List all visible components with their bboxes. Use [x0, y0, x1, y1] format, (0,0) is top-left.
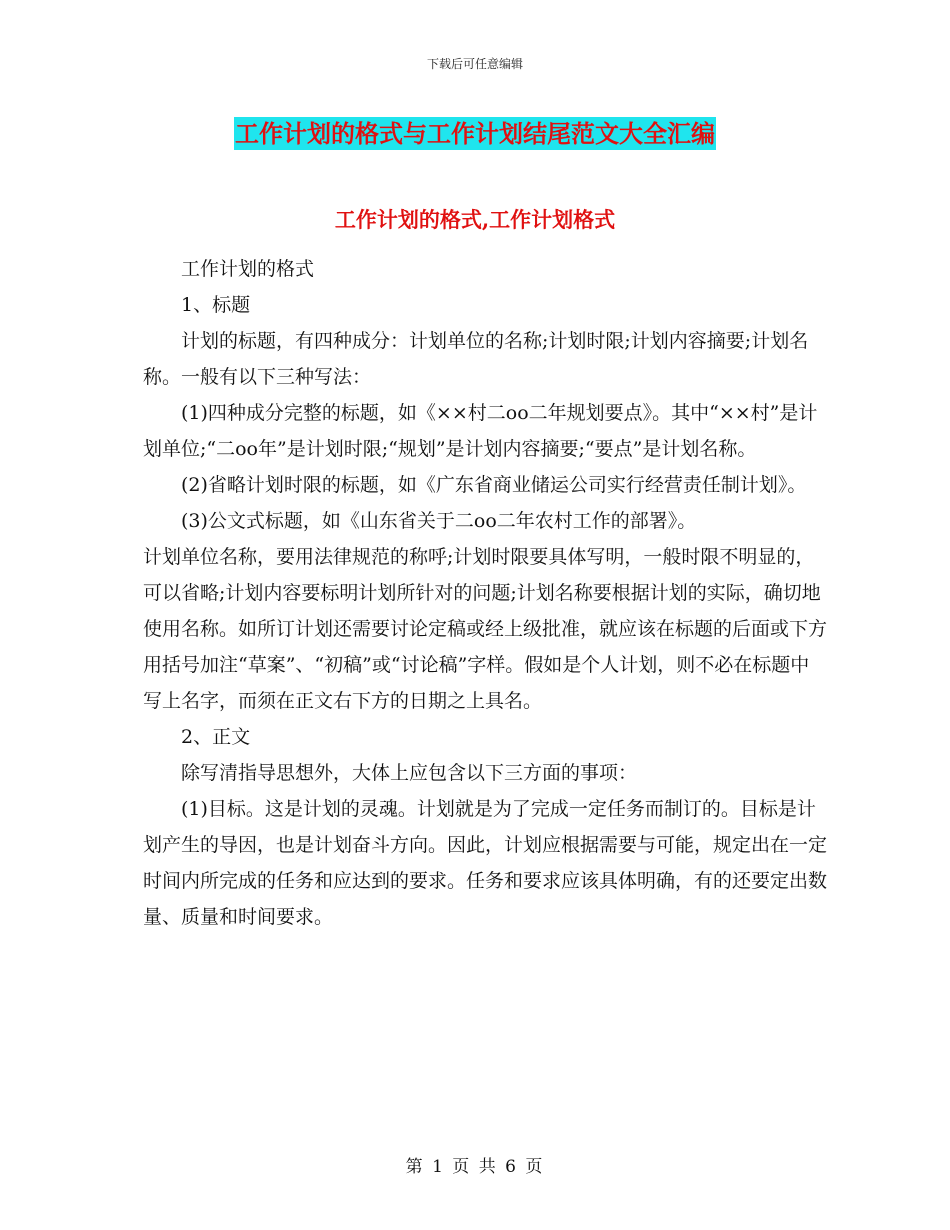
body-paragraph: 1、标题: [181, 294, 251, 316]
page-header-note: 下载后可任意编辑: [426, 57, 523, 71]
body-paragraph: 计划的标题，有四种成分：计划单位的名称;计划时限;计划内容摘要;计划名称。一般有以下三种写法：: [143, 330, 809, 388]
body-paragraph: (1)四种成分完整的标题，如《××村二oo二年规划要点》。其中“××村”是计划单位;“二oo年”是计划时限;“规划”是计划内容摘要;“要点”是计划名称。: [143, 402, 818, 460]
body-paragraph: (2)省略计划时限的标题，如《广东省商业储运公司实行经营责任制计划》。: [181, 474, 807, 496]
body-paragraph: 2、正文: [181, 726, 251, 748]
section-title: 工作计划的格式,工作计划格式: [334, 207, 616, 232]
body-paragraph: 除写清指导思想外，大体上应包含以下三方面的事项：: [181, 762, 638, 784]
document-body: [143, 251, 828, 935]
body-paragraph: 计划单位名称，要用法律规范的称呼;计划时限要具体写明，一般时限不明显的，可以省略;计划内容要标明计划所针对的问题;计划名称要根据计划的实际，确切地使用名称。如所订计划还需要讨论定稿或经上级批准，就应该在标题的后面或下方用括号加注“草案”、“初稿”或“讨论稿”字样。假如是个人计划，则不必在标题中写上名字，而须在正文右下方的日期之上具名。: [143, 546, 828, 712]
body-paragraph: (3)公文式标题，如《山东省关于二oo二年农村工作的部署》。: [181, 510, 697, 532]
page-number-footer: 第 1 页 共 6 页: [405, 1157, 545, 1177]
body-paragraph: (1)目标。这是计划的灵魂。计划就是为了完成一定任务而制订的。目标是计划产生的导因，也是计划奋斗方向。因此，计划应根据需要与可能，规定出在一定时间内所完成的任务和应达到的要求。任务和要求应该具体明确，有的还要定出数量、质量和时间要求。: [143, 798, 828, 928]
document-title: [0, 114, 950, 149]
document-title-text: 工作计划的格式与工作计划结尾范文大全汇编: [235, 119, 715, 148]
body-paragraph: 工作计划的格式: [181, 258, 315, 280]
